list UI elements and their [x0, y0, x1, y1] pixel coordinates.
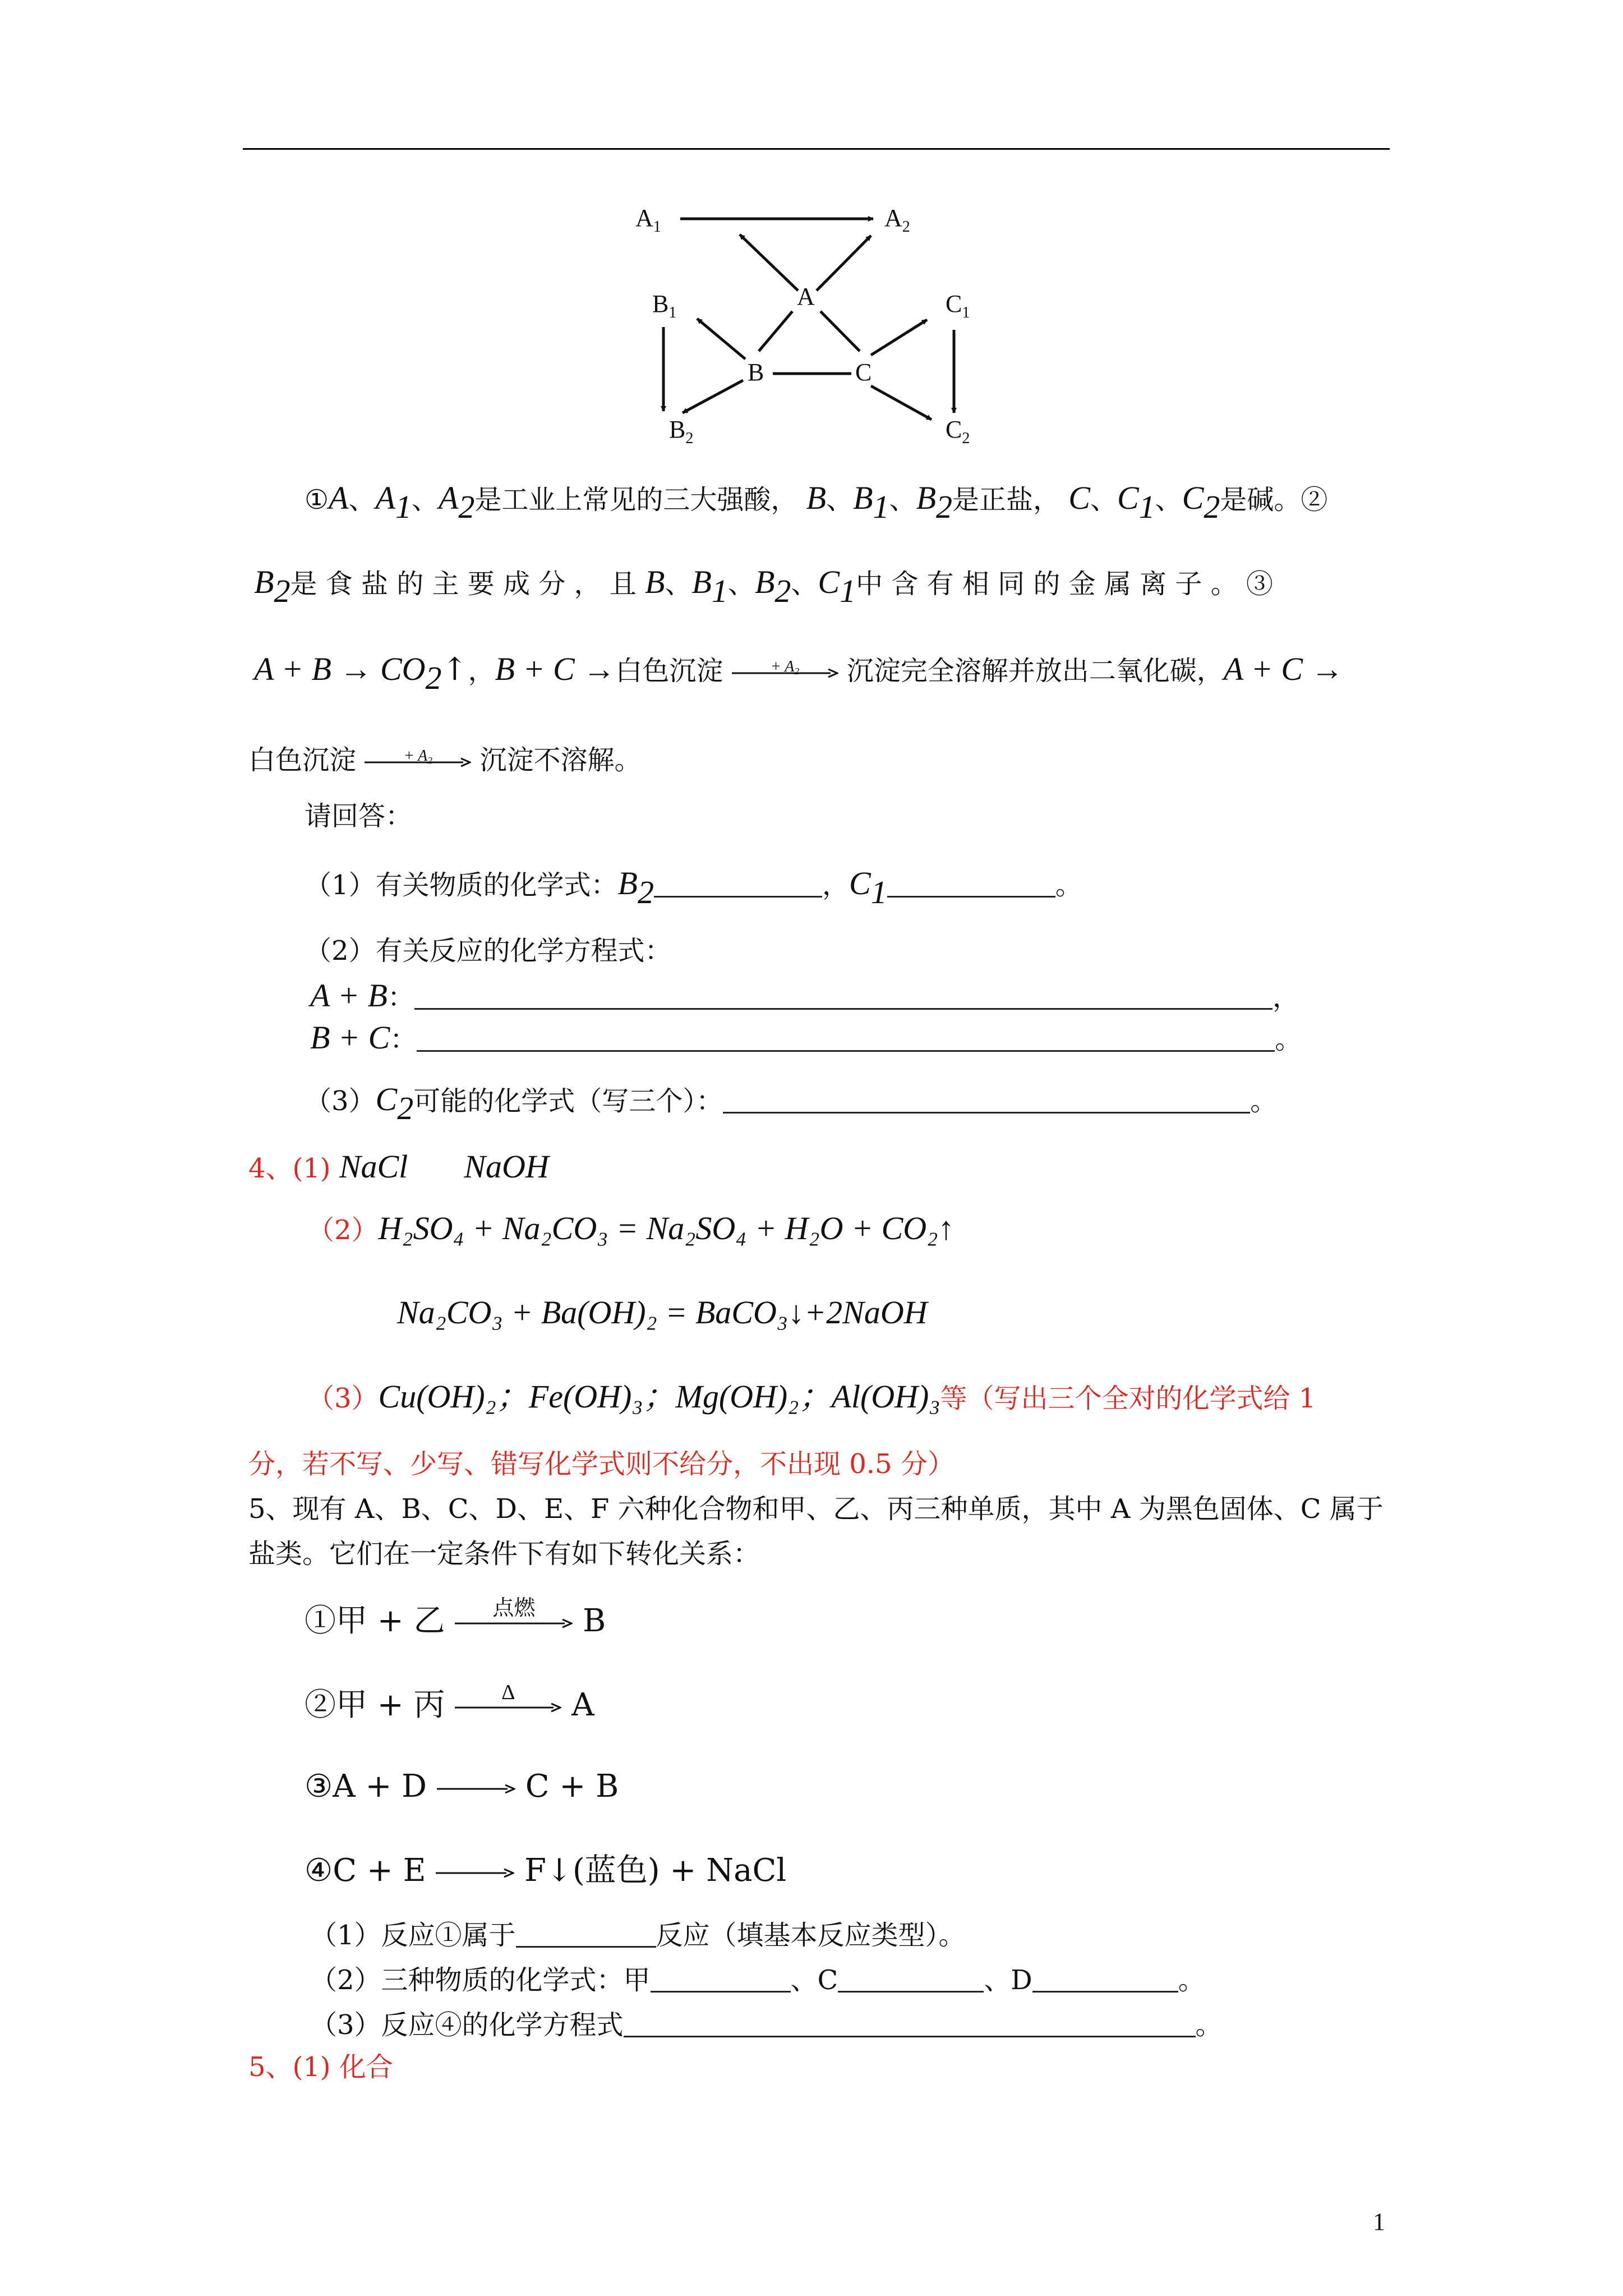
- arrow-plus-a2-2: + $A_2$: [365, 757, 471, 768]
- line-a-c: [820, 311, 860, 351]
- reaction-4: ④C + E F↓(蓝色) + NaCl: [305, 1852, 787, 1889]
- page-number: 1: [1373, 2208, 1385, 2235]
- p4-line2: $B_2$是 食 盐 的 主 要 成 分 ， 且 B、$B_1$、$B_2$、$C_1$中 含 有 相 同 的 金 属 离 子 。 ③: [254, 564, 1273, 610]
- arrow-r3: [437, 1783, 515, 1795]
- p4-q1: （1）有关物质的化学式：$B_2$ ，$C_1$ 。: [305, 865, 1082, 911]
- p4-line4: 白色沉淀 + $A_2$ 沉淀不溶解。: [248, 744, 642, 776]
- p4-line1: ①A、$A_1$、$A_2$是工业上常见的三大强酸， B、$B_1$、$B_2$是正盐， C、$C_1$、$C_2$是碱。②: [305, 480, 1328, 526]
- node-b2: $B_2$: [669, 416, 694, 447]
- p5-line1: 5、现有 A、B、C、D、E、F 六种化合物和甲、乙、丙三种单质，其中 A 为黑色固体、C 属于: [248, 1493, 1384, 1525]
- blank-c2[interactable]: [723, 1087, 1250, 1114]
- reaction-2: ②甲 + 丙 Δ A: [305, 1680, 594, 1723]
- node-a: A: [797, 283, 815, 310]
- node-a2: $A_2$: [884, 204, 910, 236]
- p4-q2-ab: A + B： ，: [310, 977, 1299, 1014]
- answer4-3: （3）Cu(OH)₂；Fe(OH)₃；Mg(OH)₂；Al(OH)₃等（写出三个全对的化学式给 1: [307, 1378, 1316, 1415]
- answer4-2b: Na₂CO₃ + Ba(OH)₂ = BaCO₃↓+2NaOH: [397, 1294, 928, 1331]
- ask-label: 请回答：: [305, 800, 413, 832]
- p5-q1: （1）反应①属于 反应（填基本反应类型）。: [310, 1920, 966, 1951]
- node-a1: $A_1$: [635, 204, 661, 236]
- blank-d[interactable]: [1032, 1966, 1178, 1993]
- blank-eq-bc[interactable]: [417, 1025, 1275, 1052]
- p4-q3: $(3)C_2$可能的化学式（写三个）： 。: [305, 1081, 1278, 1127]
- arrow-plus-a2-1: + $A_2$: [732, 668, 838, 679]
- line-a-b: [759, 311, 792, 351]
- node-b1: $B_1$: [652, 290, 677, 321]
- answer5-1: 5、(1) 化合: [248, 2051, 393, 2083]
- node-c1: $C_1$: [946, 290, 970, 321]
- node-b: B: [748, 358, 764, 386]
- answer4-2: （2）H₂SO₄ + Na₂CO₃ = Na₂SO₄ + H₂O + CO₂↑: [307, 1210, 955, 1246]
- blank-eq-ab[interactable]: [414, 983, 1272, 1010]
- blank-reaction-type[interactable]: [516, 1921, 656, 1948]
- reaction-3: ③A + D C + B: [305, 1768, 619, 1805]
- p4-q2: （2）有关反应的化学方程式：: [305, 935, 672, 967]
- node-c: C: [855, 358, 872, 386]
- header-rule: [243, 148, 1390, 150]
- arrow-c-c1: [871, 320, 927, 355]
- blank-eq-r4[interactable]: [624, 2011, 1196, 2037]
- answer4-1: 4、(1) NaCl NaOH: [248, 1148, 549, 1185]
- p4-line3: $A + B \to CO_2↑$，B + C →白色沉淀 + $A_2$ 沉淀完全溶解并放出二氧化碳，A + C →: [254, 651, 1344, 697]
- blank-c1[interactable]: [887, 871, 1055, 898]
- arrow-b-b2: [683, 380, 743, 413]
- arrow-heat: Δ: [455, 1702, 561, 1713]
- arrow-a-a1: [740, 234, 798, 291]
- arrow-c-c2: [871, 386, 932, 420]
- blank-jia[interactable]: [651, 1966, 791, 1993]
- p4-q2-bc: B + C： 。: [310, 1019, 1302, 1056]
- p5-q3: （3）反应④的化学方程式 。: [310, 2009, 1223, 2041]
- answer4-3b: 分，若不写、少写、错写化学式则不给分，不出现 0.5 分）: [248, 1448, 955, 1480]
- p5-q2: （2）三种物质的化学式：甲 、C 、D 。: [310, 1964, 1205, 1996]
- reaction-1: ①甲 + 乙 点燃 B: [305, 1596, 606, 1639]
- arrow-a-a2: [817, 236, 871, 291]
- node-c2: $C_2$: [946, 416, 970, 447]
- blank-b2[interactable]: [654, 871, 822, 898]
- arrow-b-b1: [697, 319, 745, 359]
- arrow-ignite: 点燃: [455, 1618, 573, 1629]
- blank-c[interactable]: [838, 1966, 984, 1993]
- reaction-diagram: [635, 195, 983, 453]
- p5-line2: 盐类。它们在一定条件下有如下转化关系：: [248, 1538, 760, 1570]
- arrow-r4: [436, 1867, 514, 1879]
